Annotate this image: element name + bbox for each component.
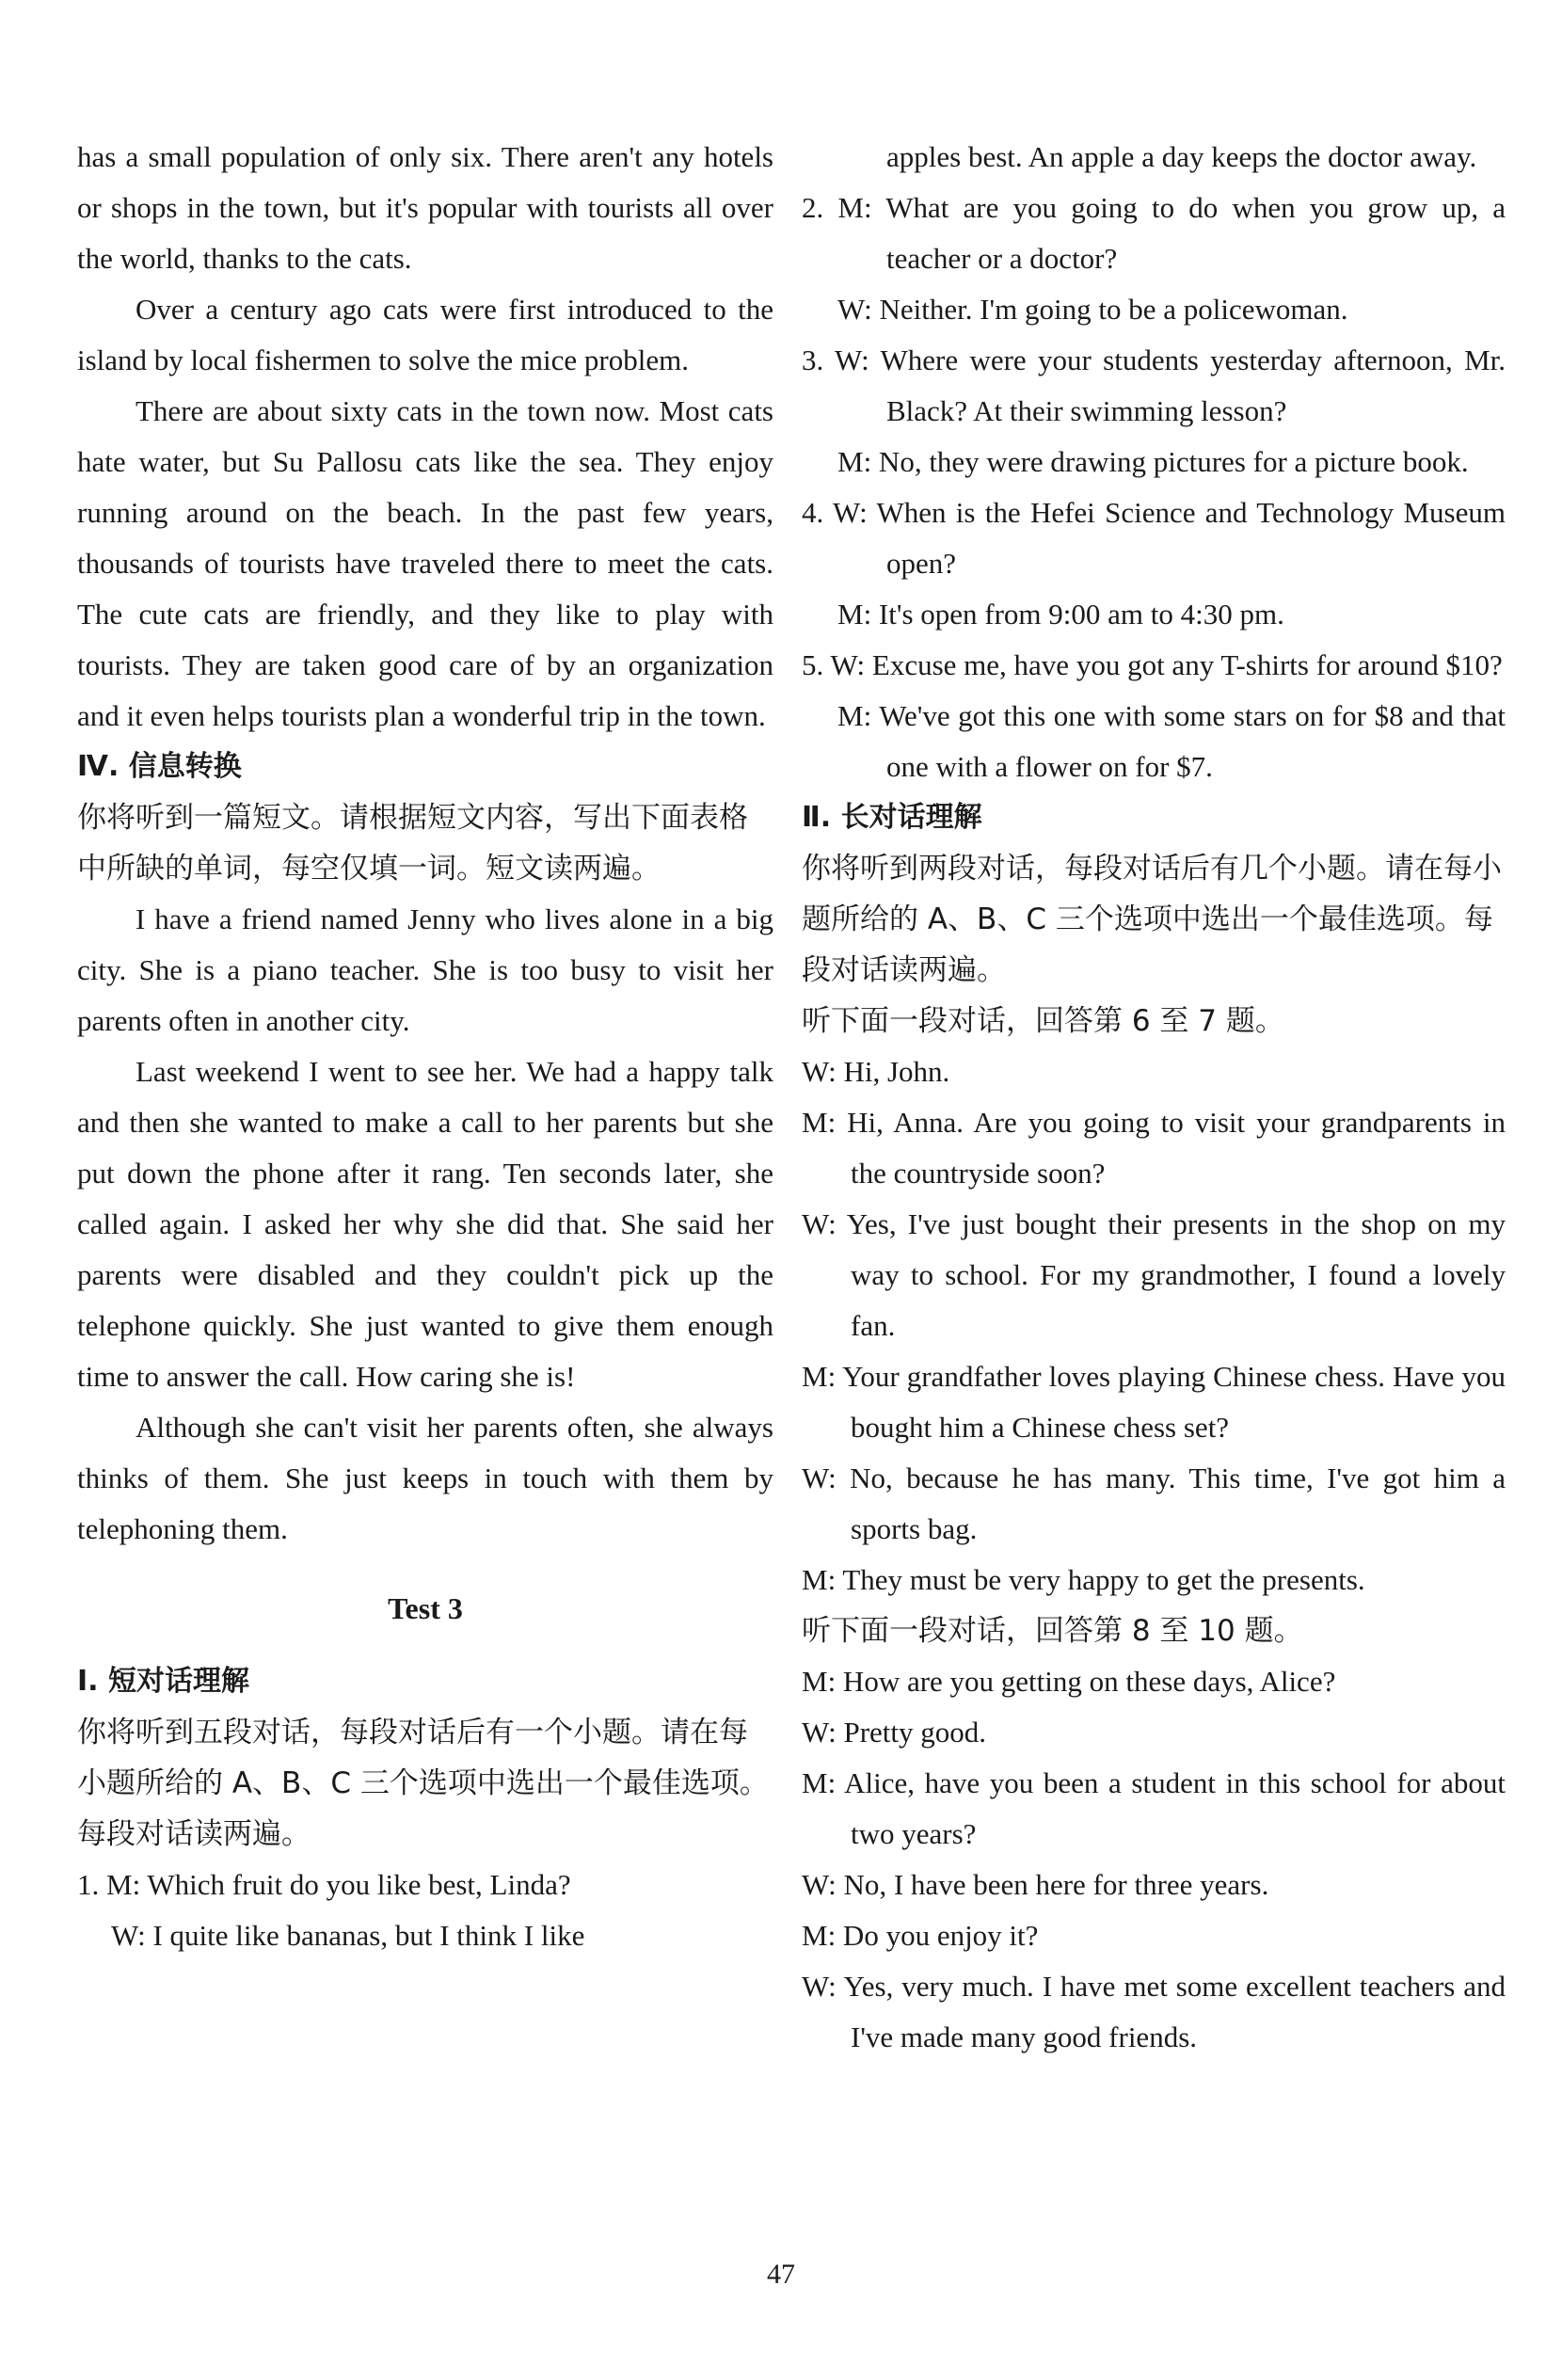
dialogue-line: apples best. An apple a day keeps the doctor away. [886, 140, 1477, 173]
section-heading: Ⅱ. 长对话理解 [802, 801, 982, 834]
dialogue-intro: 听下面一段对话，回答第 6 至 7 题。 [802, 1004, 1284, 1038]
dialogue-line: W: Pretty good. [802, 1716, 987, 1749]
section-heading: Ⅳ. 信息转换 [77, 750, 242, 783]
dialogue-line: W: Hi, John. [802, 1055, 950, 1088]
dialogue-line: 4. W: When is the Hefei Science and Technology Museum open? [802, 496, 1506, 580]
dialogue-line: W: Yes, I've just bought their presents in the shop on my way to school. For my grandmother, I found a lovely fan. [802, 1207, 1506, 1342]
dialogue-line: M: Your grandfather loves playing Chinese chess. Have you bought him a Chinese chess set? [802, 1360, 1506, 1444]
paragraph: Last weekend I went to see her. We had a happy talk and then she wanted to make a call to her parents but she put down the phone after it rang. Ten seconds later, she called again. I asked her why she did that. She said her parents were disabled and they couldn't pick up the telephone quickly. She just wanted to give them enough time to answer the call. How caring she is! [77, 1055, 773, 1393]
test-title: Test 3 [388, 1591, 463, 1625]
section-instructions: 你将听到一篇短文。请根据短文内容，写出下面表格中所缺的单词，每空仅填一词。短文读两遍。 [77, 801, 748, 886]
page-number: 47 [767, 2259, 795, 2290]
dialogue-line: W: No, because he has many. This time, I've got him a sports bag. [802, 1462, 1506, 1545]
dialogue-line: W: Neither. I'm going to be a policewoman. [837, 293, 1348, 326]
right-column [802, 132, 1506, 2063]
paragraph: has a small population of only six. There aren't any hotels or shops in the town, but it's popular with tourists all over the world, thanks to the cats. [77, 140, 773, 275]
dialogue-line: 2. M: What are you going to do when you grow up, a teacher or a doctor? [802, 191, 1506, 275]
dialogue-line: M: Do you enjoy it? [802, 1919, 1039, 1952]
dialogue-line: M: Alice, have you been a student in this school for about two years? [802, 1766, 1506, 1850]
dialogue-line: M: It's open from 9:00 am to 4:30 pm. [837, 598, 1284, 631]
paragraph: I have a friend named Jenny who lives alone in a big city. She is a piano teacher. She is too busy to visit her parents often in another city. [77, 902, 773, 1037]
paragraph: There are about sixty cats in the town now. Most cats hate water, but Su Pallosu cats like the sea. They enjoy running around on the beach. In the past few years, thousands of tourists have traveled there to meet the cats. The cute cats are friendly, and they like to play with tourists. They are taken good care of by an organization and it even helps tourists plan a wonderful trip in the town. [77, 394, 773, 732]
dialogue-line: W: No, I have been here for three years. [802, 1868, 1269, 1901]
dialogue-line: M: We've got this one with some stars on for $8 and that one with a flower on for $7. [837, 699, 1506, 783]
paragraph: Although she can't visit her parents often, she always thinks of them. She just keeps in touch with them by telephoning them. [77, 1411, 773, 1545]
dialogue-line: M: How are you getting on these days, Alice? [802, 1665, 1336, 1698]
section-heading: Ⅰ. 短对话理解 [77, 1665, 250, 1698]
section-instructions: 你将听到两段对话，每段对话后有几个小题。请在每小题所给的 A、B、C 三个选项中选出一个最佳选项。每段对话读两遍。 [802, 852, 1502, 987]
dialogue-line: W: I quite like bananas, but I think I like [111, 1919, 585, 1952]
paragraph: Over a century ago cats were first introduced to the island by local fishermen to solve the mice problem. [77, 293, 773, 376]
dialogue-line: 3. W: Where were your students yesterday afternoon, Mr. Black? At their swimming lesson? [802, 343, 1506, 427]
dialogue-line: 1. M: Which fruit do you like best, Linda? [77, 1868, 571, 1901]
dialogue-intro: 听下面一段对话，回答第 8 至 10 题。 [802, 1614, 1303, 1648]
dialogue-line: M: Hi, Anna. Are you going to visit your grandparents in the countryside soon? [802, 1106, 1506, 1190]
dialogue-line: 5. W: Excuse me, have you got any T-shirts for around $10? [802, 648, 1503, 681]
left-column [77, 132, 773, 1961]
dialogue-line: M: They must be very happy to get the presents. [802, 1563, 1365, 1596]
dialogue-line: W: Yes, very much. I have met some excellent teachers and I've made many good friends. [802, 1970, 1506, 2053]
section-instructions: 你将听到五段对话，每段对话后有一个小题。请在每小题所给的 A、B、C 三个选项中选出一个最佳选项。每段对话读两遍。 [77, 1716, 769, 1851]
dialogue-line: M: No, they were drawing pictures for a picture book. [837, 445, 1469, 478]
